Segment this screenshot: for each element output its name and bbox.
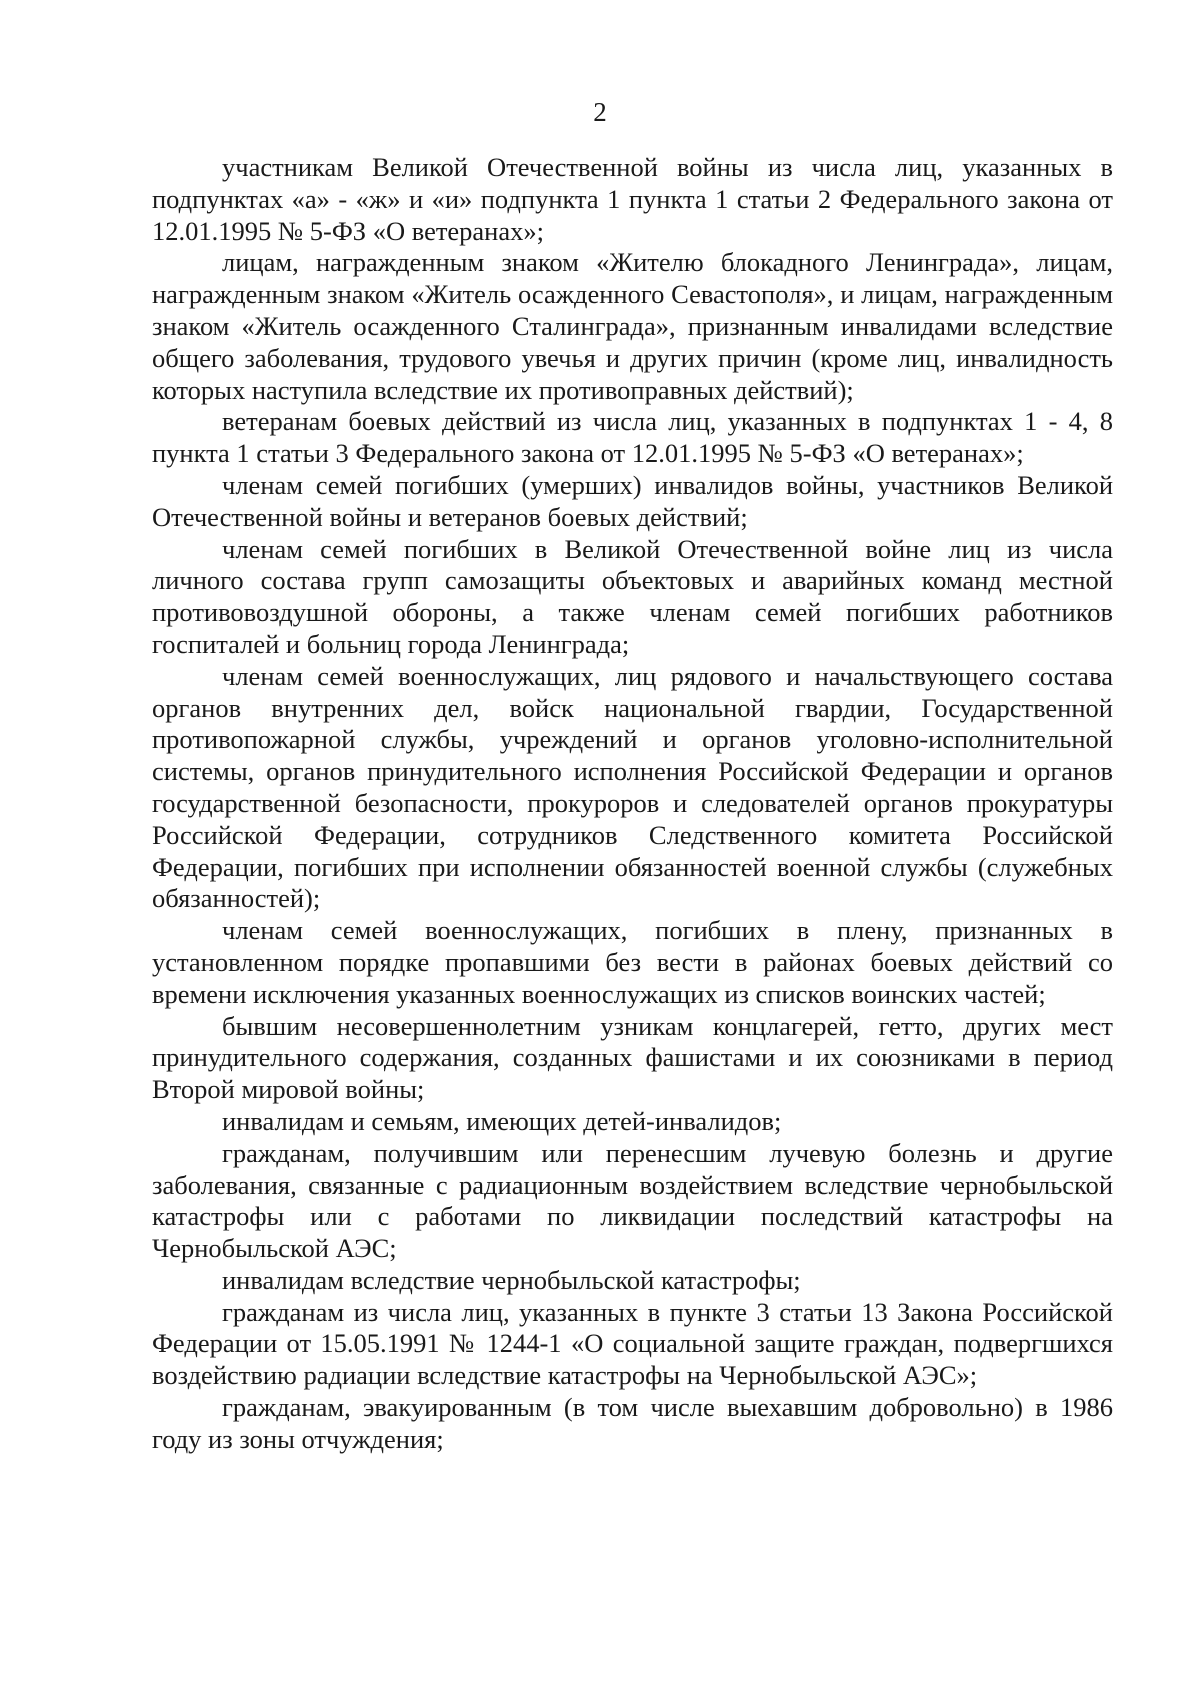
document-body <box>152 152 1113 1456</box>
paragraph-families-of-missing-servicemen: членам семей военнослужащих, погибших в плену, признанных в установленном порядке пропавшими без вести в районах боевых действий со времени исключения указанных военнослужащих из списков воинских частей; <box>152 915 1113 1009</box>
paragraph-evacuated-1986: гражданам, эвакуированным (в том числе выехавшим добровольно) в 1986 году из зоны отчуждения; <box>152 1392 1113 1454</box>
page-number: 2 <box>593 97 607 127</box>
paragraph-siege-badge-holders: лицам, награжденным знаком «Жителю блокадного Ленинграда», лицам, награжденным знаком «Житель осажденного Севастополя», и лицам, награжденным знаком «Житель осажденного Сталинграда», признанным инвалидами вследствие общего заболевания, трудового увечья и других причин (кроме лиц, инвалидность которых наступила вследствие их противоправных действий); <box>152 247 1113 405</box>
paragraph-wwii-participants: участникам Великой Отечественной войны из числа лиц, указанных в подпунктах «а» - «ж» и «и» подпункта 1 пункта 1 статьи 2 Федерального закона от 12.01.1995 № 5-ФЗ «О ветеранах»; <box>152 152 1113 246</box>
paragraph-chernobyl-law-citizens: гражданам из числа лиц, указанных в пункте 3 статьи 13 Закона Российской Федерации от 15.05.1991 № 1244-1 «О социальной защите граждан, подвергшихся воздействию радиации вследствие катастрофы на Чернобыльской АЭС»; <box>152 1296 1113 1391</box>
paragraph-former-minor-prisoners: бывшим несовершеннолетним узникам концлагерей, гетто, других мест принудительного содержания, созданных фашистами и их союзниками в период Второй мировой войны; <box>152 1010 1113 1105</box>
paragraph-families-of-air-defense-personnel: членам семей погибших в Великой Отечественной войне лиц из числа личного состава групп самозащиты объектовых и аварийных команд местной противовоздушной обороны, а также членам семей погибших работников госпиталей и больниц города Ленинграда; <box>152 533 1113 659</box>
paragraph-families-of-disabled-veterans: членам семей погибших (умерших) инвалидов войны, участников Великой Отечественной войны и ветеранов боевых действий; <box>152 469 1113 532</box>
paragraph-chernobyl-disabled: инвалидам вследствие чернобыльской катастрофы; <box>222 1264 801 1295</box>
paragraph-families-of-servicemen: членам семей военнослужащих, лиц рядового и начальствующего состава органов внутренних дел, войск национальной гвардии, Государственной противопожарной службы, учреждений и органов уголовно-исполнительной системы, органов принудительного исполнения Российской Федерации и органов государственной безопасности, прокуроров и следователей органов прокуратуры Российской Федерации, сотрудников Следственного комитета Российской Федерации, погибших при исполнении обязанностей военной службы (служебных обязанностей); <box>152 660 1113 914</box>
paragraph-combat-veterans: ветеранам боевых действий из числа лиц, указанных в подпунктах 1 - 4, 8 пункта 1 статьи 3 Федерального закона от 12.01.1995 № 5-ФЗ «О ветеранах»; <box>152 406 1113 469</box>
paragraph-radiation-sickness: гражданам, получившим или перенесшим лучевую болезнь и другие заболевания, связанные с радиационным воздействием вследствие чернобыльской катастрофы или с работами по ликвидации последствий катастрофы на Чернобыльской АЭС; <box>152 1137 1113 1264</box>
paragraph-disabled-and-families: инвалидам и семьям, имеющих детей-инвалидов; <box>222 1105 782 1136</box>
